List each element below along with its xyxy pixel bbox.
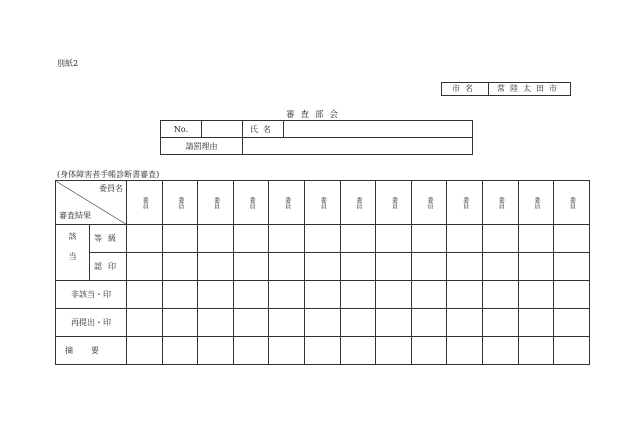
grade-label: 等級	[90, 225, 127, 253]
review-cell[interactable]	[554, 337, 590, 365]
resubmit-label: 再提出・印	[56, 309, 127, 337]
review-cell[interactable]	[376, 309, 412, 337]
review-cell[interactable]	[162, 225, 198, 253]
member-label: 委員	[532, 196, 540, 209]
review-cell[interactable]	[340, 253, 376, 281]
member-label: 委員	[426, 196, 434, 209]
member-label: 委員	[248, 196, 256, 209]
member-label: 委員	[497, 196, 505, 209]
meeting-table	[160, 120, 473, 155]
review-cell[interactable]	[482, 225, 518, 253]
review-cell[interactable]	[127, 337, 163, 365]
city-value: 常陸太田市	[488, 83, 570, 95]
review-cell[interactable]	[304, 309, 340, 337]
member-label: 委員	[390, 196, 398, 209]
meeting-title: 審査部会	[285, 110, 344, 120]
reason-field[interactable]	[243, 138, 473, 155]
header-bottom-label: 審査結果	[59, 211, 91, 220]
summary-label: 摘要	[56, 337, 127, 365]
review-cell[interactable]	[127, 281, 163, 309]
review-table	[55, 180, 590, 365]
member-label: 委員	[212, 196, 220, 209]
review-cell[interactable]	[340, 337, 376, 365]
review-cell[interactable]	[554, 281, 590, 309]
member-header-12	[518, 181, 554, 225]
review-cell[interactable]	[269, 337, 305, 365]
review-cell[interactable]	[233, 225, 269, 253]
review-cell[interactable]	[518, 253, 554, 281]
review-cell[interactable]	[482, 253, 518, 281]
member-header-8	[376, 181, 412, 225]
member-header-4	[233, 181, 269, 225]
member-label: 委員	[319, 196, 327, 209]
review-cell[interactable]	[447, 337, 483, 365]
member-header-7	[340, 181, 376, 225]
review-cell[interactable]	[482, 337, 518, 365]
review-cell[interactable]	[233, 281, 269, 309]
review-cell[interactable]	[518, 225, 554, 253]
review-cell[interactable]	[447, 253, 483, 281]
reason-label: 請罰理由	[161, 138, 243, 155]
seal-label: 認印	[90, 253, 127, 281]
review-cell[interactable]	[269, 253, 305, 281]
review-cell[interactable]	[269, 281, 305, 309]
main-caption: (身体障害者手帳診断書審査)	[57, 170, 160, 179]
review-cell[interactable]	[376, 253, 412, 281]
gaito-label-cell	[56, 225, 90, 281]
review-cell[interactable]	[554, 253, 590, 281]
member-label: 委員	[283, 196, 291, 209]
member-label: 委員	[568, 196, 576, 209]
review-cell[interactable]	[233, 309, 269, 337]
review-cell[interactable]	[304, 337, 340, 365]
review-cell[interactable]	[304, 225, 340, 253]
member-label: 委員	[461, 196, 469, 209]
review-cell[interactable]	[127, 309, 163, 337]
review-cell[interactable]	[233, 253, 269, 281]
document-label: 別紙2	[57, 59, 79, 68]
review-cell[interactable]	[304, 281, 340, 309]
review-cell[interactable]	[304, 253, 340, 281]
review-cell[interactable]	[269, 225, 305, 253]
review-cell[interactable]	[162, 309, 198, 337]
review-cell[interactable]	[447, 281, 483, 309]
review-cell[interactable]	[411, 281, 447, 309]
review-cell[interactable]	[127, 225, 163, 253]
member-header-5	[269, 181, 305, 225]
review-cell[interactable]	[518, 309, 554, 337]
no-field[interactable]	[202, 121, 243, 138]
header-top-label: 委員名	[99, 184, 123, 193]
member-header-6	[304, 181, 340, 225]
review-cell[interactable]	[233, 337, 269, 365]
review-cell[interactable]	[376, 337, 412, 365]
review-cell[interactable]	[198, 337, 234, 365]
member-label: 委員	[354, 196, 362, 209]
review-cell[interactable]	[411, 253, 447, 281]
review-cell[interactable]	[554, 225, 590, 253]
member-header-9	[411, 181, 447, 225]
no-label: No.	[161, 121, 202, 138]
review-cell[interactable]	[411, 225, 447, 253]
review-cell[interactable]	[198, 225, 234, 253]
review-cell[interactable]	[340, 225, 376, 253]
review-cell[interactable]	[518, 337, 554, 365]
review-cell[interactable]	[554, 309, 590, 337]
review-cell[interactable]	[269, 309, 305, 337]
member-header-2	[162, 181, 198, 225]
header-diagonal-cell	[56, 181, 127, 225]
member-header-13	[554, 181, 590, 225]
review-cell[interactable]	[482, 281, 518, 309]
name-field[interactable]	[284, 121, 473, 138]
member-header-3	[198, 181, 234, 225]
review-cell[interactable]	[198, 281, 234, 309]
review-cell[interactable]	[340, 281, 376, 309]
member-header-11	[482, 181, 518, 225]
city-box	[441, 82, 571, 96]
review-cell[interactable]	[376, 281, 412, 309]
city-label: 市名	[452, 84, 478, 93]
review-cell[interactable]	[447, 309, 483, 337]
member-label: 委員	[176, 196, 184, 209]
member-header-10	[447, 181, 483, 225]
name-label: 氏名	[243, 121, 284, 138]
review-cell[interactable]	[482, 309, 518, 337]
member-header-1	[127, 181, 163, 225]
gaito-label: 該当	[68, 231, 77, 272]
review-cell[interactable]	[162, 253, 198, 281]
review-cell[interactable]	[162, 281, 198, 309]
review-cell[interactable]	[340, 309, 376, 337]
review-cell[interactable]	[411, 309, 447, 337]
member-label: 委員	[141, 196, 149, 209]
review-cell[interactable]	[376, 225, 412, 253]
review-cell[interactable]	[162, 337, 198, 365]
review-cell[interactable]	[198, 309, 234, 337]
review-cell[interactable]	[198, 253, 234, 281]
review-cell[interactable]	[127, 253, 163, 281]
review-cell[interactable]	[447, 225, 483, 253]
review-cell[interactable]	[518, 281, 554, 309]
not-applicable-label: 非該当・印	[56, 281, 127, 309]
review-cell[interactable]	[411, 337, 447, 365]
